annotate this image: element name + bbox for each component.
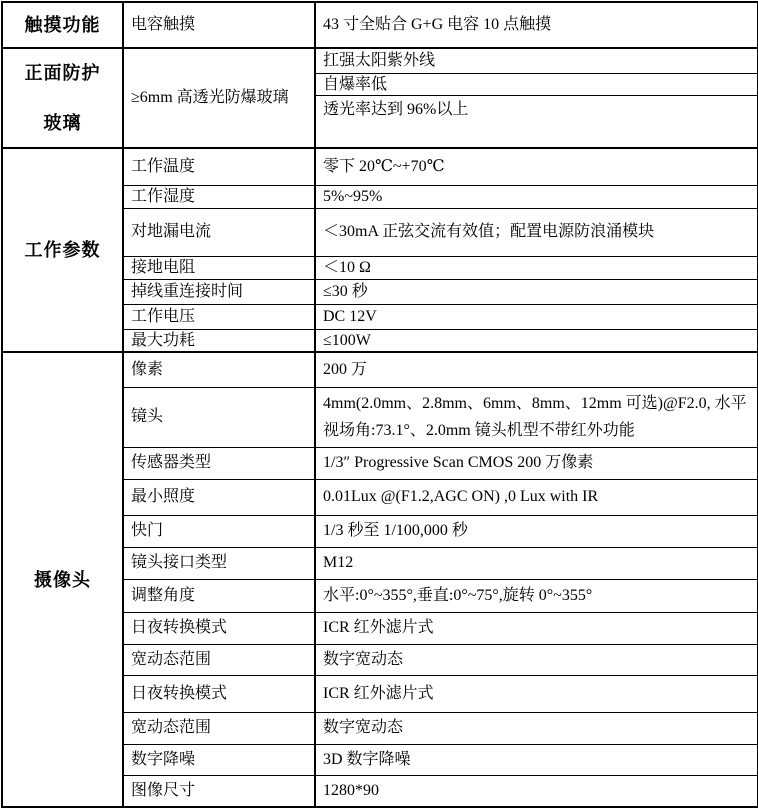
- category-cell-glass: [2, 48, 123, 148]
- spec-value-cell: ICR 红外滤片式: [315, 675, 758, 712]
- spec-label-cell: 像素: [123, 352, 315, 387]
- spec-value-cell: ＜30mA 正弦交流有效值；配置电源防浪涌模块: [315, 208, 758, 256]
- spec-value-cell: ＜10 Ω: [315, 256, 758, 279]
- spec-label-cell: 工作湿度: [123, 186, 315, 209]
- spec-value-cell: 水平:0°~355°,垂直:0°~75°,旋转 0°~355°: [315, 579, 758, 612]
- spec-label-cell: 最小照度: [123, 479, 315, 515]
- spec-value-cell: 扛强太阳紫外线: [315, 48, 758, 73]
- table-row: [2, 48, 758, 73]
- spec-label-cell: 图像尺寸: [123, 775, 315, 807]
- table-row: [2, 2, 758, 48]
- spec-value-cell: 1280*90: [315, 775, 758, 807]
- category-cell-touch: 触摸功能: [2, 2, 123, 48]
- spec-label-cell: 调整角度: [123, 579, 315, 612]
- category-line: 正面防护: [24, 62, 101, 83]
- spec-label-cell: 工作电压: [123, 304, 315, 329]
- spec-value-cell: M12: [315, 547, 758, 579]
- spec-value-cell: 数字宽动态: [315, 644, 758, 675]
- spec-value-cell: 零下 20℃~+70℃: [315, 148, 758, 186]
- spec-value-cell: 1/3 秒至 1/100,000 秒: [315, 515, 758, 547]
- spec-value-cell: 自爆率低: [315, 73, 758, 96]
- spec-value-cell: 透光率达到 96%以上: [315, 96, 758, 148]
- spec-label-cell: 日夜转换模式: [123, 675, 315, 712]
- table-row: [2, 352, 758, 387]
- spec-value-cell: ≤30 秒: [315, 279, 758, 304]
- spec-value-cell: 200 万: [315, 352, 758, 387]
- spec-label-cell: 日夜转换模式: [123, 612, 315, 644]
- spec-label-cell: 宽动态范围: [123, 712, 315, 744]
- spec-label-cell: 镜头: [123, 387, 315, 447]
- spec-value-cell: 43 寸全贴合 G+G 电容 10 点触摸: [315, 2, 758, 48]
- spec-label-cell: 宽动态范围: [123, 644, 315, 675]
- spec-label-cell: 镜头接口类型: [123, 547, 315, 579]
- spec-value-cell: 4mm(2.0mm、2.8mm、6mm、8mm、12mm 可选)@F2.0, 水平视场角:73.1°、2.0mm 镜头机型不带红外功能: [315, 387, 758, 447]
- category-cell-camera: 摄像头: [2, 352, 123, 807]
- spec-label-cell: 快门: [123, 515, 315, 547]
- spec-label-cell: 电容触摸: [123, 2, 315, 48]
- spec-label-cell: 接地电阻: [123, 256, 315, 279]
- spec-value-cell: 5%~95%: [315, 186, 758, 209]
- spec-value-cell: 数字宽动态: [315, 712, 758, 744]
- spec-value-cell: ≤100W: [315, 329, 758, 352]
- spec-label-cell: 最大功耗: [123, 329, 315, 352]
- spec-label-cell: 传感器类型: [123, 447, 315, 479]
- spec-label-cell: 掉线重连接时间: [123, 279, 315, 304]
- category-cell-working-params: 工作参数: [2, 148, 123, 353]
- spec-value-cell: ICR 红外滤片式: [315, 612, 758, 644]
- spec-value-cell: 3D 数字降噪: [315, 744, 758, 775]
- spec-value-cell: DC 12V: [315, 304, 758, 329]
- spec-label-cell: 工作温度: [123, 148, 315, 186]
- spec-value-cell: 0.01Lux @(F1.2,AGC ON) ,0 Lux with IR: [315, 479, 758, 515]
- spec-label-cell: 对地漏电流: [123, 208, 315, 256]
- table-row: [2, 148, 758, 186]
- spec-value-cell: 1/3″ Progressive Scan CMOS 200 万像素: [315, 447, 758, 479]
- category-line: 玻璃: [43, 112, 82, 133]
- spec-label-cell: ≥6mm 高透光防爆玻璃: [123, 48, 315, 148]
- spec-table: [1, 1, 758, 808]
- spec-label-cell: 数字降噪: [123, 744, 315, 775]
